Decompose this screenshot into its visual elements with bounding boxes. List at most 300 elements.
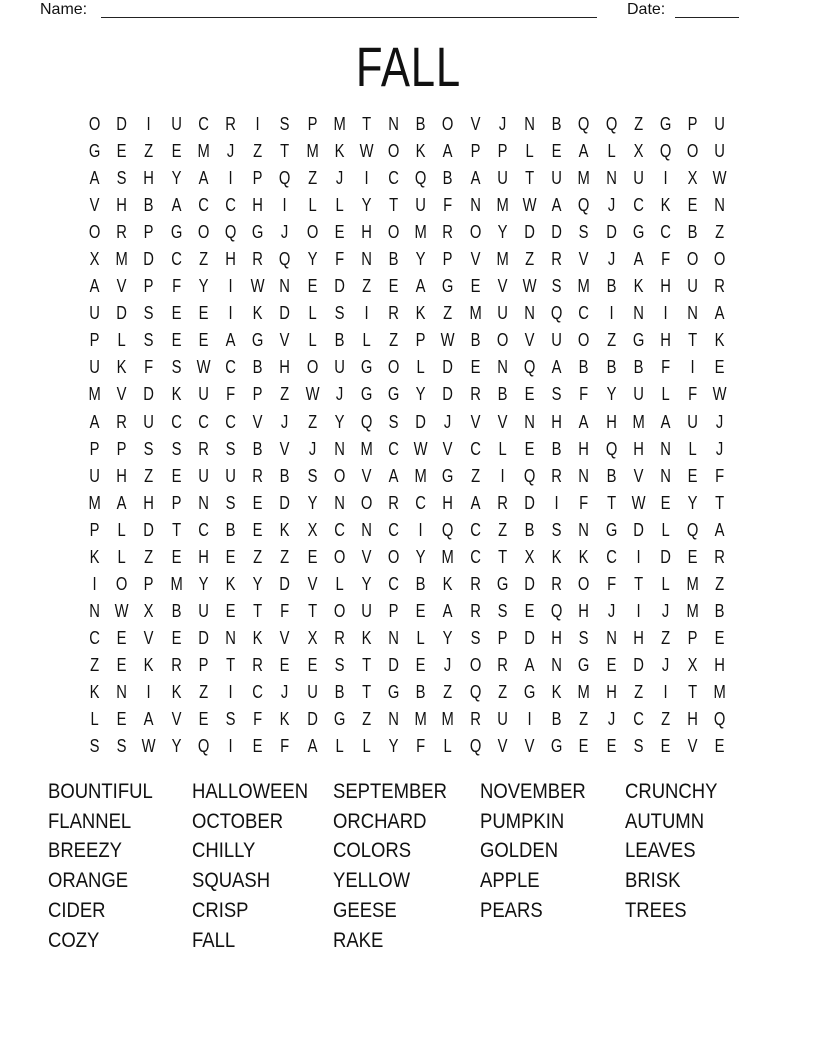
word-bank-column [48, 777, 167, 955]
grid-letter: B [415, 573, 426, 594]
grid-letter: M [496, 195, 509, 216]
grid-letter: Q [523, 357, 536, 378]
grid-letter: F [253, 709, 263, 730]
grid-letter: N [497, 357, 508, 378]
grid-letter: H [605, 682, 617, 702]
grid-letter: C [225, 195, 236, 216]
grid-letter: W [250, 276, 265, 297]
grid-letter: S [470, 627, 481, 648]
grid-letter: C [388, 438, 399, 459]
grid-letter: X [89, 249, 100, 270]
grid-letter: L [416, 627, 425, 648]
grid-letter: Y [361, 195, 372, 216]
grid-letter: V [524, 736, 535, 757]
grid-letter: S [116, 168, 127, 189]
grid-letter: G [360, 384, 373, 405]
grid-letter: E [307, 546, 318, 567]
grid-letter: D [306, 709, 318, 730]
grid-letter: V [144, 627, 154, 648]
grid-letter: N [388, 114, 399, 135]
grid-letter: V [171, 709, 182, 730]
grid-letter: X [687, 654, 698, 675]
word-bank-column [625, 777, 730, 926]
grid-letter: U [497, 303, 508, 324]
grid-letter: Y [388, 736, 399, 757]
grid-letter: N [469, 195, 481, 216]
grid-letter: W [413, 438, 428, 459]
grid-letter: E [660, 736, 671, 757]
grid-letter: R [333, 627, 345, 648]
grid-letter: E [551, 141, 562, 162]
grid-letter: P [443, 249, 453, 270]
grid-letter: G [88, 141, 101, 162]
grid-letter: E [470, 276, 481, 297]
grid-letter: M [333, 114, 346, 135]
grid-letter: Y [171, 736, 182, 757]
grid-letter: Y [415, 384, 426, 405]
grid-letter: P [89, 519, 100, 540]
grid-letter: M [441, 709, 455, 730]
grid-letter: C [469, 519, 481, 540]
grid-letter: Z [144, 546, 154, 567]
grid-letter: Z [470, 465, 480, 486]
grid-letter: P [144, 276, 154, 297]
word-bank-item: ORANGE [48, 869, 129, 893]
grid-letter: O [306, 357, 318, 378]
grid-letter: Z [633, 114, 643, 135]
grid-letter: V [279, 330, 290, 351]
word-bank-item: AUTUMN [625, 809, 705, 833]
grid-letter: F [280, 736, 290, 757]
grid-letter: X [307, 519, 318, 540]
grid-letter: B [388, 249, 399, 270]
grid-letter: M [360, 438, 373, 459]
grid-letter: Z [389, 330, 399, 351]
word-bank-item: YELLOW [333, 869, 411, 893]
grid-letter: Q [469, 736, 481, 757]
word-bank-column [192, 777, 324, 955]
grid-letter: Q [578, 195, 590, 216]
grid-letter: V [497, 736, 508, 757]
grid-letter: G [551, 736, 563, 757]
grid-letter: V [279, 627, 290, 648]
grid-letter: J [335, 384, 343, 405]
grid-letter: I [364, 168, 369, 189]
grid-letter: T [715, 492, 725, 513]
word-bank-item: RAKE [333, 928, 384, 952]
grid-letter: Z [497, 682, 507, 702]
grid-letter: H [633, 627, 644, 648]
grid-letter: S [579, 222, 589, 243]
grid-letter: M [414, 709, 427, 730]
grid-letter: O [686, 141, 699, 162]
grid-letter: B [225, 519, 236, 540]
grid-letter: C [469, 546, 481, 567]
grid-letter: K [116, 357, 127, 378]
grid-letter: S [334, 654, 345, 675]
grid-letter: A [443, 141, 453, 162]
grid-letter: F [606, 573, 616, 594]
grid-letter: L [307, 195, 317, 216]
grid-letter: R [442, 222, 454, 243]
grid-letter: T [688, 682, 698, 702]
grid-letter: M [414, 222, 427, 243]
word-bank-item: COLORS [333, 839, 412, 863]
grid-letter: D [605, 222, 617, 243]
grid-letter: U [551, 330, 563, 351]
grid-letter: U [198, 465, 209, 486]
grid-letter: Q [279, 249, 291, 270]
grid-letter: Z [661, 627, 671, 648]
grid-letter: H [116, 465, 128, 486]
grid-letter: C [388, 168, 399, 189]
grid-letter: B [415, 682, 426, 702]
grid-letter: E [687, 195, 698, 216]
name-blank-line [101, 0, 597, 18]
grid-letter: G [523, 682, 536, 702]
date-label: Date: [627, 1, 666, 18]
grid-letter: G [496, 573, 509, 594]
grid-letter: J [281, 222, 289, 243]
grid-letter: D [143, 249, 155, 270]
grid-letter: L [335, 573, 344, 594]
grid-letter: P [89, 438, 100, 459]
grid-letter: Z [198, 682, 208, 702]
grid-letter: E [714, 357, 725, 378]
grid-letter: T [361, 654, 371, 675]
grid-letter: C [578, 303, 590, 324]
grid-letter: R [116, 222, 128, 243]
grid-letter: Y [171, 168, 182, 189]
grid-letter: B [633, 357, 644, 378]
grid-letter: P [415, 330, 426, 351]
grid-letter: V [279, 438, 290, 459]
grid-letter: E [116, 141, 127, 162]
grid-letter: G [387, 384, 400, 405]
grid-letter: D [442, 357, 454, 378]
grid-letter: J [716, 438, 724, 459]
grid-letter: W [712, 168, 727, 189]
grid-letter: H [225, 249, 236, 270]
grid-letter: M [577, 168, 591, 189]
grid-letter: J [607, 249, 615, 270]
grid-letter: H [143, 168, 155, 189]
grid-letter: U [714, 141, 726, 162]
grid-letter: D [524, 222, 535, 243]
grid-letter: H [578, 600, 590, 621]
grid-letter: Z [361, 276, 371, 297]
grid-letter: K [361, 627, 372, 648]
grid-letter: V [470, 249, 481, 270]
grid-letter: K [633, 276, 644, 297]
grid-letter: E [225, 546, 236, 567]
grid-letter: W [522, 195, 537, 216]
grid-letter: K [252, 627, 263, 648]
grid-letter: P [116, 438, 127, 459]
grid-letter: C [388, 573, 399, 594]
grid-letter: O [442, 114, 454, 135]
grid-letter: J [661, 654, 670, 675]
grid-letter: B [551, 709, 562, 730]
grid-letter: K [415, 303, 426, 324]
grid-letter: I [636, 546, 641, 567]
grid-letter: Q [659, 141, 672, 162]
grid-letter: D [524, 492, 535, 513]
grid-letter: F [280, 600, 290, 621]
grid-letter: B [687, 222, 698, 243]
grid-letter: K [579, 546, 589, 567]
grid-letter: O [333, 465, 346, 486]
grid-letter: O [333, 600, 346, 621]
grid-letter: Y [443, 627, 453, 648]
grid-letter: L [688, 438, 697, 459]
grid-letter: U [89, 357, 100, 378]
grid-letter: V [579, 249, 589, 270]
grid-letter: F [226, 384, 236, 405]
word-bank-item: PUMPKIN [480, 809, 565, 833]
grid-letter: I [228, 168, 233, 189]
grid-letter: U [633, 168, 644, 189]
grid-letter: R [225, 114, 236, 135]
grid-letter: Z [715, 222, 725, 243]
grid-letter: E [524, 384, 535, 405]
grid-letter: L [661, 519, 670, 540]
grid-letter: I [92, 573, 97, 594]
grid-letter: U [497, 709, 508, 730]
grid-letter: A [443, 600, 453, 621]
grid-letter: A [551, 357, 562, 378]
grid-letter: V [687, 736, 698, 757]
grid-letter: K [660, 195, 671, 216]
grid-letter: D [415, 411, 427, 432]
grid-letter: S [551, 519, 562, 540]
puzzle-title-text: FALL [355, 35, 461, 98]
grid-letter: E [252, 492, 263, 513]
word-bank-item: BOUNTIFUL [48, 780, 153, 803]
grid-letter: R [714, 546, 726, 567]
grid-letter: E [171, 546, 182, 567]
grid-letter: J [281, 411, 289, 432]
grid-letter: A [116, 492, 127, 513]
grid-letter: L [362, 736, 371, 757]
grid-letter: J [607, 195, 615, 216]
grid-letter: U [687, 411, 699, 432]
grid-letter: G [632, 222, 645, 243]
grid-letter: N [198, 492, 209, 513]
word-bank-item: HALLOWEEN [192, 780, 309, 803]
grid-letter: T [389, 195, 399, 216]
grid-letter: H [116, 195, 128, 216]
grid-letter: N [578, 465, 590, 486]
grid-letter: H [551, 627, 563, 648]
grid-letter: V [497, 411, 508, 432]
grid-letter: K [551, 682, 562, 702]
grid-letter: Q [469, 682, 481, 702]
word-bank-item: CHILLY [192, 839, 256, 863]
grid-letter: R [551, 249, 563, 270]
word-bank-item: FLANNEL [48, 809, 132, 833]
grid-letter: E [279, 654, 290, 675]
grid-letter: P [144, 573, 154, 594]
grid-letter: Q [442, 519, 454, 540]
grid-letter: T [606, 492, 616, 513]
grid-letter: X [687, 168, 698, 189]
grid-letter: N [116, 682, 128, 702]
grid-letter: O [360, 492, 373, 513]
grid-letter: B [252, 438, 263, 459]
grid-letter: S [225, 438, 236, 459]
grid-letter: K [279, 519, 290, 540]
grid-letter: B [551, 114, 562, 135]
grid-letter: T [525, 168, 535, 189]
word-bank-column [480, 777, 600, 926]
grid-letter: E [307, 276, 318, 297]
grid-letter: U [551, 168, 563, 189]
grid-letter: B [497, 384, 508, 405]
grid-letter: O [469, 654, 481, 675]
grid-letter: E [524, 438, 535, 459]
grid-letter: E [714, 627, 725, 648]
grid-letter: M [170, 573, 183, 594]
grid-letter: Q [360, 411, 373, 432]
grid-letter: O [469, 222, 481, 243]
grid-letter: E [198, 330, 209, 351]
grid-letter: L [307, 303, 317, 324]
grid-letter: J [607, 600, 615, 621]
grid-letter: O [88, 114, 101, 135]
grid-letter: K [89, 682, 100, 702]
grid-letter: B [279, 465, 290, 486]
grid-letter: U [415, 195, 427, 216]
grid-letter: R [497, 654, 508, 675]
grid-letter: P [497, 627, 508, 648]
grid-letter: N [660, 465, 671, 486]
grid-letter: Z [443, 303, 453, 324]
grid-letter: F [416, 736, 426, 757]
grid-letter: F [579, 384, 589, 405]
grid-letter: Z [525, 249, 535, 270]
grid-letter: M [713, 682, 727, 702]
grid-letter: E [116, 627, 127, 648]
grid-letter: F [171, 276, 181, 297]
word-bank-item: SQUASH [192, 869, 271, 893]
grid-letter: D [279, 573, 291, 594]
grid-letter: S [334, 303, 345, 324]
grid-letter: D [633, 519, 644, 540]
grid-letter: Q [714, 709, 726, 730]
grid-letter: P [470, 141, 481, 162]
grid-letter: A [660, 411, 671, 432]
word-bank-item: OCTOBER [192, 809, 284, 833]
grid-letter: S [633, 736, 644, 757]
grid-letter: Y [687, 492, 698, 513]
grid-letter: Z [144, 465, 154, 486]
grid-letter: V [252, 411, 263, 432]
grid-letter: P [687, 114, 698, 135]
grid-letter: Z [253, 546, 263, 567]
grid-letter: E [388, 276, 399, 297]
grid-letter: Y [497, 222, 508, 243]
grid-letter: E [660, 492, 671, 513]
grid-letter: L [335, 195, 344, 216]
grid-letter: H [578, 438, 590, 459]
grid-letter: F [715, 465, 725, 486]
grid-letter: D [143, 384, 155, 405]
grid-letter: Z [280, 546, 290, 567]
grid-letter: V [470, 114, 481, 135]
grid-letter: L [117, 330, 126, 351]
grid-letter: L [661, 384, 670, 405]
grid-letter: N [605, 627, 617, 648]
grid-letter: W [631, 492, 646, 513]
grid-letter: B [606, 465, 617, 486]
grid-letter: I [690, 357, 695, 378]
grid-letter: O [578, 330, 590, 351]
grid-letter: G [333, 709, 346, 730]
grid-letter: K [334, 141, 345, 162]
grid-letter: K [714, 330, 725, 351]
grid-letter: F [334, 249, 344, 270]
grid-letter: I [609, 303, 614, 324]
grid-letter: Y [307, 249, 318, 270]
grid-letter: I [663, 168, 668, 189]
grid-letter: D [279, 303, 291, 324]
grid-letter: X [633, 141, 644, 162]
word-bank-item: NOVEMBER [480, 780, 586, 803]
grid-letter: L [307, 330, 317, 351]
grid-letter: D [524, 573, 535, 594]
grid-letter: A [89, 168, 100, 189]
grid-letter: N [333, 492, 345, 513]
grid-letter: N [551, 654, 563, 675]
grid-letter: L [498, 438, 507, 459]
grid-letter: U [333, 357, 345, 378]
grid-letter: B [551, 438, 562, 459]
grid-letter: M [686, 573, 699, 594]
grid-letter: N [279, 276, 291, 297]
grid-letter: A [307, 736, 318, 757]
grid-letter: Q [551, 303, 563, 324]
grid-letter: I [500, 465, 505, 486]
grid-letter: M [441, 546, 455, 567]
grid-letter: V [361, 465, 372, 486]
grid-letter: P [89, 330, 100, 351]
word-bank-item: BREEZY [48, 839, 122, 863]
grid-letter: E [225, 600, 236, 621]
grid-letter: S [551, 384, 562, 405]
grid-letter: D [198, 627, 209, 648]
grid-letter: R [714, 276, 726, 297]
grid-letter: A [89, 411, 100, 432]
grid-letter: S [89, 736, 100, 757]
grid-letter: U [687, 276, 699, 297]
grid-letter: N [524, 114, 535, 135]
grid-letter: U [89, 303, 100, 324]
grid-letter: W [196, 357, 211, 378]
grid-letter: A [89, 276, 100, 297]
grid-letter: S [388, 411, 399, 432]
grid-letter: J [661, 600, 670, 621]
grid-letter: M [197, 141, 210, 162]
grid-letter: X [144, 600, 154, 621]
grid-letter: A [714, 519, 725, 540]
grid-letter: R [497, 492, 508, 513]
grid-letter: I [228, 276, 233, 297]
grid-letter: M [414, 465, 427, 486]
grid-letter: I [527, 709, 532, 730]
grid-letter: C [633, 195, 644, 216]
grid-letter: B [714, 600, 725, 621]
